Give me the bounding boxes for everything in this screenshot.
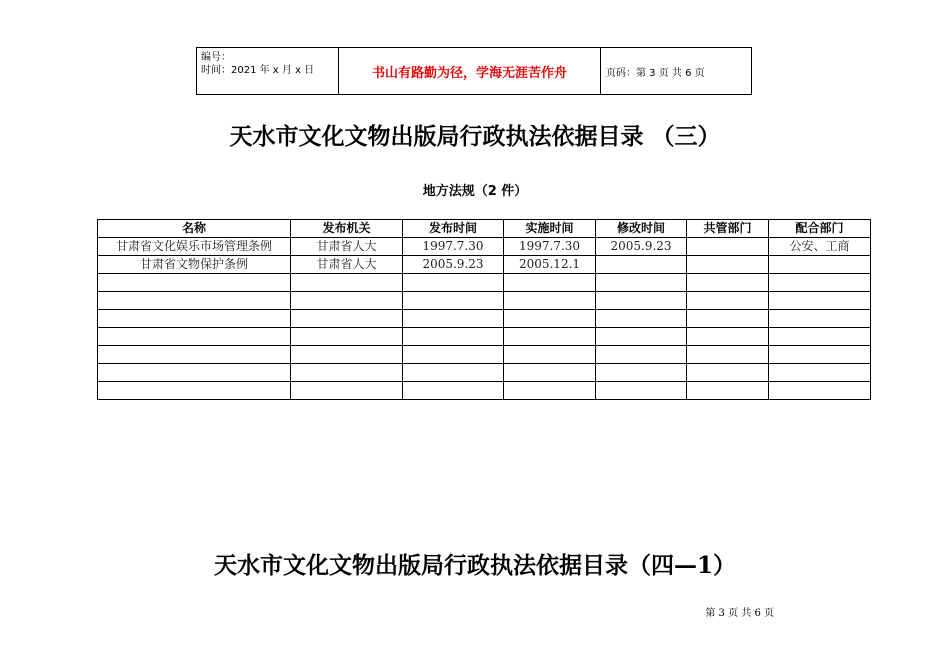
table-cell bbox=[291, 310, 403, 328]
table-row bbox=[98, 310, 871, 328]
section-title-4-1: 天水市文化文物出版局行政执法依据目录（四—1） bbox=[213, 552, 736, 579]
table-cell bbox=[596, 274, 687, 292]
column-header: 配合部门 bbox=[769, 220, 871, 238]
table-cell: 甘肃省人大 bbox=[291, 256, 403, 274]
table-cell bbox=[291, 274, 403, 292]
table-cell bbox=[504, 274, 596, 292]
table-cell bbox=[687, 310, 769, 328]
table-cell bbox=[687, 238, 769, 256]
page-footer: 第 3 页 共 6 页 bbox=[705, 608, 774, 619]
table-cell bbox=[687, 364, 769, 382]
table-cell bbox=[596, 346, 687, 364]
table-row bbox=[98, 238, 871, 256]
table-cell bbox=[504, 328, 596, 346]
table-cell bbox=[687, 274, 769, 292]
column-header: 发布时间 bbox=[403, 220, 504, 238]
table-cell: 甘肃省文物保护条例 bbox=[98, 256, 291, 274]
table-cell bbox=[98, 310, 291, 328]
table-row bbox=[98, 364, 871, 382]
table-cell bbox=[504, 364, 596, 382]
table-cell bbox=[504, 310, 596, 328]
table-cell bbox=[687, 382, 769, 400]
table-cell bbox=[769, 364, 871, 382]
table-cell bbox=[403, 364, 504, 382]
column-header: 名称 bbox=[98, 220, 291, 238]
header-meta bbox=[197, 48, 339, 94]
table-cell bbox=[769, 346, 871, 364]
regulations-table bbox=[97, 219, 871, 400]
table-cell bbox=[403, 328, 504, 346]
column-header: 共管部门 bbox=[687, 220, 769, 238]
table-cell bbox=[403, 346, 504, 364]
table-cell bbox=[98, 292, 291, 310]
header-motto: 书山有路勤为径，学海无涯苦作舟 bbox=[339, 48, 601, 94]
column-header: 发布机关 bbox=[291, 220, 403, 238]
table-cell: 1997.7.30 bbox=[504, 238, 596, 256]
table-row bbox=[98, 328, 871, 346]
table-cell bbox=[98, 274, 291, 292]
section-subtitle: 地方法规（2 件） bbox=[422, 184, 528, 199]
table-row bbox=[98, 274, 871, 292]
page-header bbox=[196, 47, 752, 95]
table-cell bbox=[596, 256, 687, 274]
document-number-label: 编号： bbox=[201, 52, 231, 63]
table-cell bbox=[769, 310, 871, 328]
table-row bbox=[98, 256, 871, 274]
table-cell bbox=[98, 328, 291, 346]
table-row bbox=[98, 382, 871, 400]
table-cell bbox=[687, 346, 769, 364]
table-cell: 甘肃省文化娱乐市场管理条例 bbox=[98, 238, 291, 256]
table-cell bbox=[504, 346, 596, 364]
table-cell bbox=[596, 382, 687, 400]
table-cell bbox=[687, 292, 769, 310]
table-cell bbox=[291, 346, 403, 364]
table-cell bbox=[291, 328, 403, 346]
table-cell bbox=[769, 256, 871, 274]
table-cell bbox=[98, 346, 291, 364]
document-time-label: 时间：2021 年 x 月 x 日 bbox=[201, 65, 315, 76]
table-cell bbox=[596, 328, 687, 346]
table-cell bbox=[769, 274, 871, 292]
table-cell bbox=[596, 292, 687, 310]
table-cell bbox=[504, 292, 596, 310]
section-title-3: 天水市文化文物出版局行政执法依据目录 （三） bbox=[229, 123, 721, 150]
table-cell bbox=[504, 382, 596, 400]
table-cell bbox=[98, 382, 291, 400]
table-cell bbox=[687, 328, 769, 346]
table-row bbox=[98, 346, 871, 364]
table-cell: 2005.9.23 bbox=[403, 256, 504, 274]
table-cell: 1997.7.30 bbox=[403, 238, 504, 256]
table-cell bbox=[98, 364, 291, 382]
column-header: 修改时间 bbox=[596, 220, 687, 238]
table-cell bbox=[403, 382, 504, 400]
table-cell bbox=[403, 292, 504, 310]
header-page-label: 页码：第 3 页 共 6 页 bbox=[606, 67, 705, 79]
column-header: 实施时间 bbox=[504, 220, 596, 238]
table-cell bbox=[291, 292, 403, 310]
table-cell bbox=[687, 256, 769, 274]
table-cell bbox=[769, 382, 871, 400]
table-cell: 2005.12.1 bbox=[504, 256, 596, 274]
table-header-row bbox=[98, 220, 871, 238]
table-row bbox=[98, 292, 871, 310]
table-cell bbox=[769, 328, 871, 346]
table-cell bbox=[403, 310, 504, 328]
table-cell bbox=[291, 364, 403, 382]
table-cell bbox=[403, 274, 504, 292]
table-cell: 甘肃省人大 bbox=[291, 238, 403, 256]
table-cell bbox=[596, 364, 687, 382]
table-cell bbox=[769, 292, 871, 310]
table-cell: 2005.9.23 bbox=[596, 238, 687, 256]
table-cell bbox=[596, 310, 687, 328]
table-cell: 公安、工商 bbox=[769, 238, 871, 256]
table-body bbox=[98, 238, 871, 400]
table-cell bbox=[291, 382, 403, 400]
